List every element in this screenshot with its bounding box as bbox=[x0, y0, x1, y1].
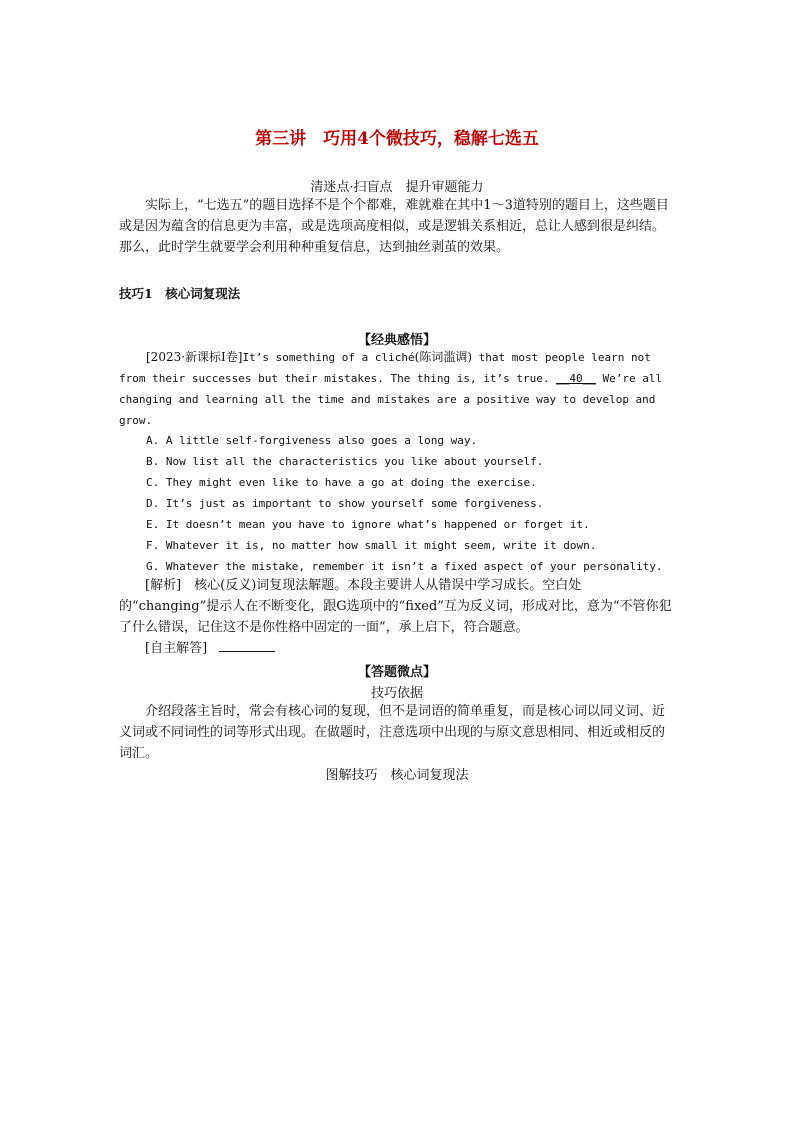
self-answer-blank[interactable] bbox=[219, 639, 275, 652]
passage-note: (陈词滥调) bbox=[414, 350, 473, 364]
self-answer-label: [自主解答] bbox=[145, 641, 208, 656]
passage-paragraph bbox=[119, 347, 675, 431]
option-d: D. It’s just as important to show yourself some forgiveness. bbox=[146, 497, 544, 510]
passage-text-before: It’s something of a cliché bbox=[242, 351, 415, 364]
page-title: 第三讲 巧用4个微技巧，稳解七选五 bbox=[255, 129, 539, 149]
self-answer-row bbox=[119, 638, 675, 659]
analysis-text: [解析] 核心(反义)词复现法解题。本段主要讲人从错误中学习成长。空白处的“changing”提示人在不断变化，跟G选项中的“fixed”互为反义词，形成对比，意为“不管你犯了什么错误，记住这不是你性格中固定的一面”，承上启下，符合题意。 bbox=[119, 578, 672, 635]
section-subtitle: 清迷点·扫盲点 提升审题能力 bbox=[310, 180, 484, 195]
passage-text-middle: that most people learn not from their successes but their mistakes. The thing is, it’s true. bbox=[119, 351, 651, 385]
option-g: G. Whatever the mistake, remember it isn’t a fixed aspect of your personality. bbox=[146, 560, 663, 573]
intro-text: 实际上，“七选五”的题目选择不是个个都难，难就难在其中1～3道特别的题目上，这些题目或是因为蕴含的信息更为丰富，或是选项高度相似，或是逻辑关系相近，总让人感到很是纠结。那么，此时学生就要学会利用种种重复信息，达到抽丝剥茧的效果。 bbox=[119, 198, 669, 255]
options-list bbox=[146, 430, 663, 577]
passage-source: [2023·新课标Ⅰ卷] bbox=[146, 350, 243, 364]
skill-heading: 技巧1 核心词复现法 bbox=[119, 286, 241, 301]
option-b: B. Now list all the characteristics you like about yourself. bbox=[146, 455, 544, 468]
intro-paragraph bbox=[119, 174, 675, 258]
passage-text-after: We’re all changing and learning all the time and mistakes are a positive way to develop and grow. bbox=[119, 372, 663, 427]
answer-blank-40: __40__ bbox=[556, 372, 596, 385]
option-f: F. Whatever it is, no matter how small it might seem, write it down. bbox=[146, 539, 597, 552]
option-e: E. It doesn’t mean you have to ignore what’s happened or forget it. bbox=[146, 518, 590, 531]
basis-heading: 技巧依据 bbox=[370, 686, 423, 701]
diagram-heading: 图解技巧 核心词复现法 bbox=[325, 768, 469, 783]
classic-heading: 【经典感悟】 bbox=[357, 333, 436, 348]
option-a: A. A little self-forgiveness also goes a long way. bbox=[146, 434, 478, 447]
basis-text: 介绍段落主旨时，常会有核心词的复现，但不是词语的简单重复，而是核心词以同义词、近义词或不同词性的词等形式出现。在做题时，注意选项中出现的与原文意思相同、相近或相反的词汇。 bbox=[119, 704, 666, 761]
tips-heading: 【答题微点】 bbox=[357, 665, 436, 680]
analysis-paragraph bbox=[119, 575, 675, 638]
option-c: C. They might even like to have a go at doing the exercise. bbox=[146, 476, 537, 489]
basis-paragraph bbox=[119, 701, 675, 764]
